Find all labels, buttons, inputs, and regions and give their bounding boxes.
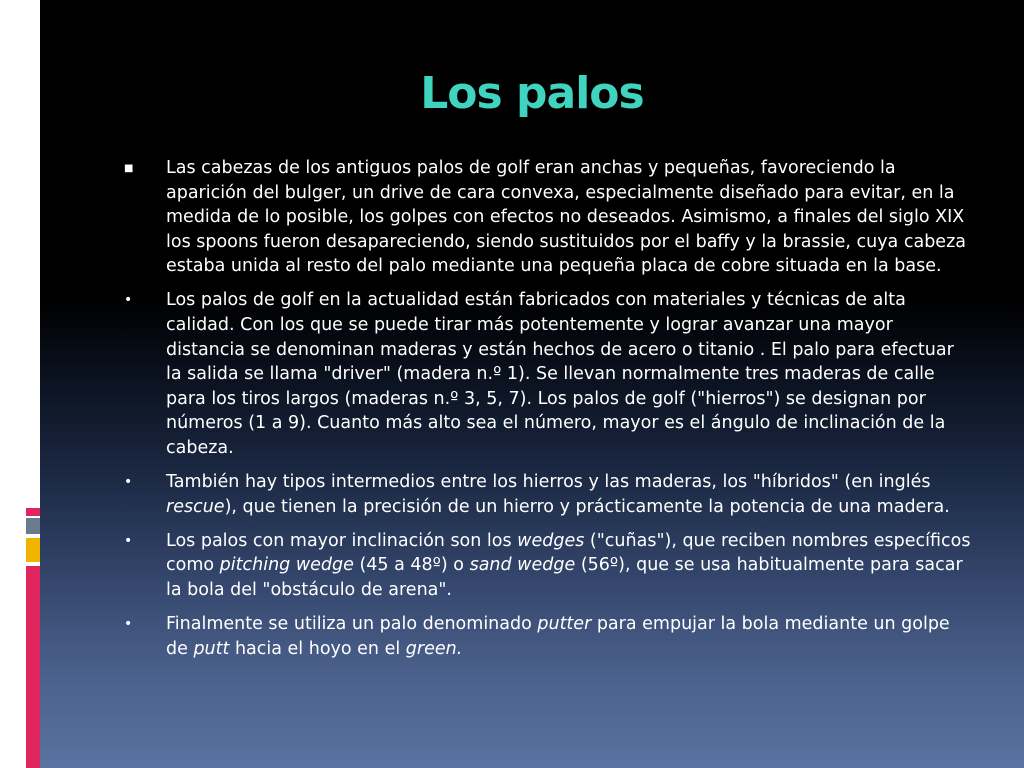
square-bullet-icon: ■	[124, 163, 134, 174]
text-segment: (56º), que se usa habitualmente para sacar la bola del "obstáculo de arena".	[166, 555, 963, 600]
dot-bullet-icon: •	[124, 532, 133, 549]
bullet-item	[124, 288, 974, 460]
decorative-bar-pink-long	[26, 566, 40, 768]
bullet-item	[124, 156, 974, 279]
dot-bullet-icon: •	[124, 474, 133, 491]
bullet-text	[166, 158, 966, 276]
bullet-text	[166, 472, 950, 517]
text-segment: Finalmente se utiliza un palo denominado	[166, 614, 538, 635]
slide-title: Los palos	[420, 68, 644, 119]
italic-term: rescue	[166, 496, 225, 517]
text-segment: (45 a 48º) o	[353, 555, 470, 576]
text-segment: hacia el hoyo en el	[229, 638, 406, 659]
text-segment: También hay tipos intermedios entre los hierros y las maderas, los "híbridos" (en inglés	[166, 472, 931, 493]
bullet-item	[124, 612, 974, 661]
italic-term: putter	[537, 614, 592, 635]
bullet-item	[124, 529, 974, 603]
bullet-text	[166, 614, 950, 659]
text-segment: ), que tienen la precisión de un hierro y prácticamente la potencia de una madera.	[224, 496, 950, 517]
italic-term: green.	[405, 638, 463, 659]
dot-bullet-icon: •	[124, 616, 133, 633]
dot-bullet-icon: •	[124, 292, 133, 309]
text-segment: Los palos con mayor inclinación son los	[166, 530, 518, 551]
italic-term: pitching wedge	[219, 555, 354, 576]
decorative-bar-pink	[26, 508, 40, 516]
italic-term: wedges	[517, 530, 585, 551]
bullet-list	[124, 156, 974, 671]
bullet-text	[166, 531, 971, 600]
decorative-bar-white	[26, 0, 40, 120]
text-segment: para empujar la bola mediante un golpe de	[166, 614, 950, 659]
text-segment: Los palos de golf en la actualidad están fabricados con materiales y técnicas de alta calidad. Con los que se puede tirar más potentemente y lograr avanzar una mayor distancia se denominan maderas y están hechos de acero o titanio . El palo para efectuar la salida se llama "driver" (madera n.º 1). Se llevan normalmente tres maderas de calle para los tiros largos (maderas n.º 3, 5, 7). Los palos de golf ("hierros") se designan por números (1 a 9). Cuanto más alto sea el número, mayor es el ángulo de inclinación de la cabeza.	[166, 290, 954, 459]
decorative-bar-gray	[26, 518, 40, 534]
bullet-item	[124, 470, 974, 519]
decorative-bar-yellow	[26, 538, 40, 562]
text-segment: Las cabezas de los antiguos palos de golf eran anchas y pequeñas, favoreciendo la aparición del bulger, un drive de cara convexa, especialmente diseñado para evitar, en la medida de lo posible, los golpes con efectos no deseados. Asimismo, a finales del siglo XIX los spoons fueron desapareciendo, siendo sustituidos por el baffy y la brassie, cuya cabeza estaba unida al resto del palo mediante una pequeña placa de cobre situada en la base.	[166, 158, 966, 277]
decorative-bars	[26, 0, 40, 768]
italic-term: sand wedge	[469, 555, 576, 576]
bullet-text	[166, 290, 954, 458]
italic-term: putt	[193, 638, 230, 659]
text-segment: ("cuñas"), que reciben nombres específicos como	[166, 530, 971, 576]
